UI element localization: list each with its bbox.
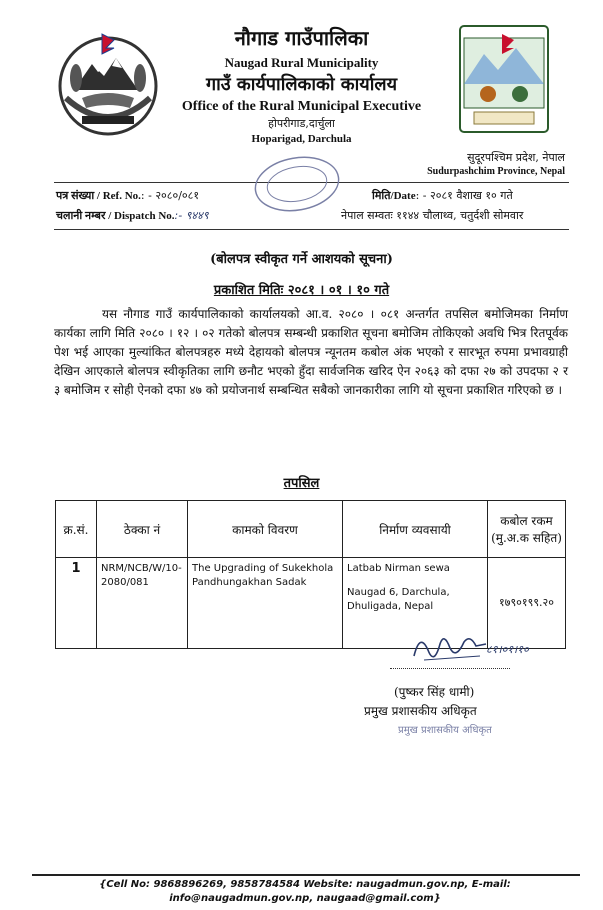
contractor-name: Latbab Nirman sewa: [347, 563, 450, 574]
dispatch-label: चलानी नम्बर / Dispatch No.: [56, 210, 175, 222]
cell-bid-amount: १७९०१९९.२०: [488, 558, 566, 649]
footer-divider: [32, 874, 580, 876]
cell-contract-no: NRM/NCB/W/10-2080/081: [97, 558, 188, 649]
col-work-description: कामको विवरण: [188, 501, 343, 558]
col-serial: क्र.सं.: [56, 501, 97, 558]
signatory-stamp: प्रमुख प्रशासकीय अधिकृत: [398, 725, 492, 736]
place-np: होपरीगाड,दार्चुला: [268, 117, 335, 130]
office-stamp: [252, 155, 342, 213]
tapasil-heading: [0, 473, 603, 491]
dispatch-number: [56, 208, 209, 223]
signature-date: ८१।०१।१०: [486, 643, 529, 656]
col-bid-amount: कबोल रकम (मु.अ.क सहित): [488, 501, 566, 558]
handwritten-signature: [410, 626, 490, 668]
contractor-address: Naugad 6, Darchula, Dhuligada, Nepal: [347, 587, 450, 612]
dispatch-value: :- ९४४९: [174, 209, 209, 222]
province-np: सुदूरपश्चिम प्रदेश, नेपाल: [467, 151, 565, 164]
notice-body: यस नौगाड गाउँ कार्यपालिकाको कार्यालयको आ.व. २०८० । ०८१ अन्तर्गत तपसिल बमोजिमका निर्माण कार्यका लागि मिति २०८० । १२ । ०२ गतेको बोलपत्र सम्बन्धी प्रकाशित सूचना बमोजिम तोकिएको अवधि भित्र रितपूर्वक पेश भई आएका मुल्यांकित बोलपत्रहरु मध्ये देहायको बोलपत्र न्यूनतम कबोल अंक भएको र सारभूत रुपमा प्रभावग्राही देखिन आएकाले बोलपत्र स्वीकृतिका लागि छनौट भएको हुँदा सार्वजनिक खरिद ऐन २०६३ को दफा २७ को उपदफा २ र ३ बमोजिम र सोही ऐनको दफा ४७ को प्रयोजनार्थ सम्बन्धित सबैको जानकारीका लागि यो सूचना प्रकाशित गरिएको छ ।: [54, 307, 568, 397]
signatory-title: प्रमुख प्रशासकीय अधिकृत: [364, 704, 477, 718]
ref-number: [56, 188, 199, 203]
date-value: : - २०८१ वैशाख १० गते: [415, 189, 513, 202]
meta-divider: [54, 229, 569, 230]
ref-label: पत्र संख्या / Ref. No.: [56, 190, 141, 202]
tapasil-text: तपसिल: [283, 476, 320, 491]
place-en: Hoparigad, Darchula: [251, 133, 352, 145]
cell-serial: 1: [56, 558, 97, 649]
col-contract-no: ठेक्का नं: [97, 501, 188, 558]
office-name-en: Office of the Rural Municipal Executive: [181, 99, 422, 114]
province-en: Sudurpashchim Province, Nepal: [427, 166, 565, 177]
date-line: [372, 188, 513, 203]
signatory-name: (पुष्कर सिंह धामी): [394, 685, 475, 699]
date-label: मिति/Date: [372, 190, 416, 202]
signature-line: [390, 668, 510, 669]
col-contractor: निर्माण व्यवसायी: [343, 501, 488, 558]
table-header-row: [56, 501, 566, 558]
office-name-np: गाउँ कार्यपालिकाको कार्यालय: [205, 74, 398, 95]
footer-contact: {Cell No: 9868896269, 9858784584 Website: naugadmun.gov.np, E-mail: info@naugadmun.gov.np, naugaad@gmail.com}: [99, 879, 511, 904]
municipality-name-en: Naugad Rural Municipality: [224, 55, 379, 70]
published-date: [0, 280, 603, 298]
notice-title: (बोलपत्र स्वीकृत गर्ने आशयको सूचना): [210, 252, 393, 267]
ref-value: : - २०८०/०८१: [140, 189, 200, 202]
published-date-text: प्रकाशित मितिः २०८१ । ०१ । १० गते: [213, 283, 390, 298]
nepal-samvat-date: नेपाल सम्वतः ११४४ चौलाथ्व, चतुर्दशी सोमवार: [341, 209, 524, 222]
municipality-name-np: नौगाड गाउँपालिका: [234, 26, 369, 50]
cell-work-description: The Upgrading of Sukekhola Pandhungakhan Sadak: [188, 558, 343, 649]
